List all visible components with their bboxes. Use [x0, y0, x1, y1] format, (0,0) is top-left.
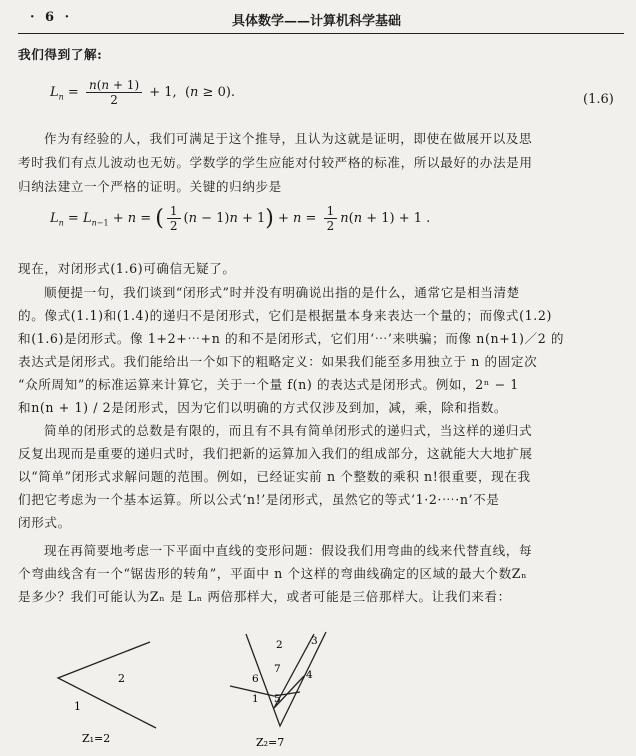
para3-line-3: 是多少？我们可能认为Zₙ 是 Lₙ 两倍那样大，或者可能是三倍那样大。让我们来看：: [18, 589, 511, 604]
figure-caption: Z₂=7: [256, 736, 285, 749]
zigzag-line: [58, 642, 156, 728]
para1-line-1: 作为有经验的人，我们可满足于这个推导，且认为这就是证明，即使在做展开以及思: [44, 131, 533, 146]
equation-1-6: $L_n$ = $\frac{n(n + 1)}{2}$ + 1, (n ≥ 0).: [50, 78, 236, 107]
header-rule: [18, 33, 624, 34]
para2-line-10: 以“简单”闭形式求解问题的范围。例如，已经证实前 n 个整数的乘积 n!很重要，现在我: [18, 469, 531, 484]
page-number: · 6 ·: [30, 10, 73, 25]
para3-line-1: 现在再简要地考虑一下平面中直线的变形问题：假设我们用弯曲的线来代替直线，每: [44, 543, 533, 558]
para2-line-11: 们把它考虑为一个基本运算。所以公式‘n!’是闭形式，虽然它的等式‘1·2·⋯·n’不是: [18, 492, 500, 507]
region-label: 2: [118, 672, 125, 685]
para2-line-3: 的。像式(1.1)和(1.4)的递归不是闭形式，它们是根据量本身来表达一个量的；而像式(1.2): [18, 308, 552, 323]
induction-step-equation: $L_n = L_{n-1} + n$ = ( $\frac{1}{2}$ (n − 1)n + 1) + n = $\frac{1}{2}$ n(n + 1) + 1 .: [50, 204, 431, 233]
region-label: 5: [274, 693, 281, 705]
running-title: 具体数学——计算机科学基础: [232, 14, 402, 29]
para2-line-4: 和(1.6)是闭形式。像 1+2+⋯+n 的和不是闭形式，它们用‘⋯’来哄骗；而像 n(n+1)／2 的: [18, 331, 565, 346]
para2-line-2: 顺便提一句，我们谈到“闭形式”时并没有明确说出指的是什么，通常它是相当清楚: [44, 285, 520, 300]
para1-line-2: 考时我们有点儿波动也无妨。学数学的学生应能对付较严格的标准，所以最好的办法是用: [18, 155, 533, 170]
para2-line-6: “众所周知”的标准运算来计算它，关于一个量 f(n) 的表达式是闭形式。例如，2ⁿ − 1: [18, 377, 519, 392]
region-label: 3: [311, 635, 318, 647]
region-label: 2: [276, 639, 283, 651]
para2-line-12: 闭形式。: [18, 515, 71, 530]
para2-line-8: 简单的闭形式的总数是有限的，而且有不具有简单闭形式的递归式，当这样的递归式: [44, 423, 533, 438]
intro-line: 我们得到了解:: [18, 47, 103, 62]
figure-z2: [228, 630, 388, 754]
region-label: 6: [252, 673, 259, 685]
region-label: 1: [74, 700, 81, 713]
para1-line-3: 归纳法建立一个严格的证明。关键的归纳步是: [18, 179, 282, 194]
figure-z1: [40, 630, 220, 750]
para2-line-5: 表达式是闭形式。我们能给出一个如下的粗略定义：如果我们能至多用独立于 n 的固定次: [18, 354, 538, 369]
para3-line-2: 个弯曲线含有一个“锯齿形的转角”，平面中 n 个这样的弯曲线确定的区域的最大个数Zₙ: [18, 566, 528, 581]
region-label: 7: [274, 663, 281, 675]
para2-line-9: 反复出现而是重要的递归式时，我们把新的运算加入我们的组成部分，这就能大大地扩展: [18, 446, 533, 461]
region-label: 1: [252, 693, 259, 705]
para2-line-7: 和n(n + 1) / 2是闭形式，因为它们以明确的方式仅涉及到加，减，乘，除和指数。: [18, 400, 508, 415]
region-label: 4: [306, 669, 313, 681]
page-header: [0, 6, 636, 30]
equation-number: (1.6): [583, 92, 614, 107]
para2-line-1: 现在，对闭形式(1.6)可确信无疑了。: [18, 261, 236, 276]
figure-caption: Z₁=2: [82, 732, 111, 745]
